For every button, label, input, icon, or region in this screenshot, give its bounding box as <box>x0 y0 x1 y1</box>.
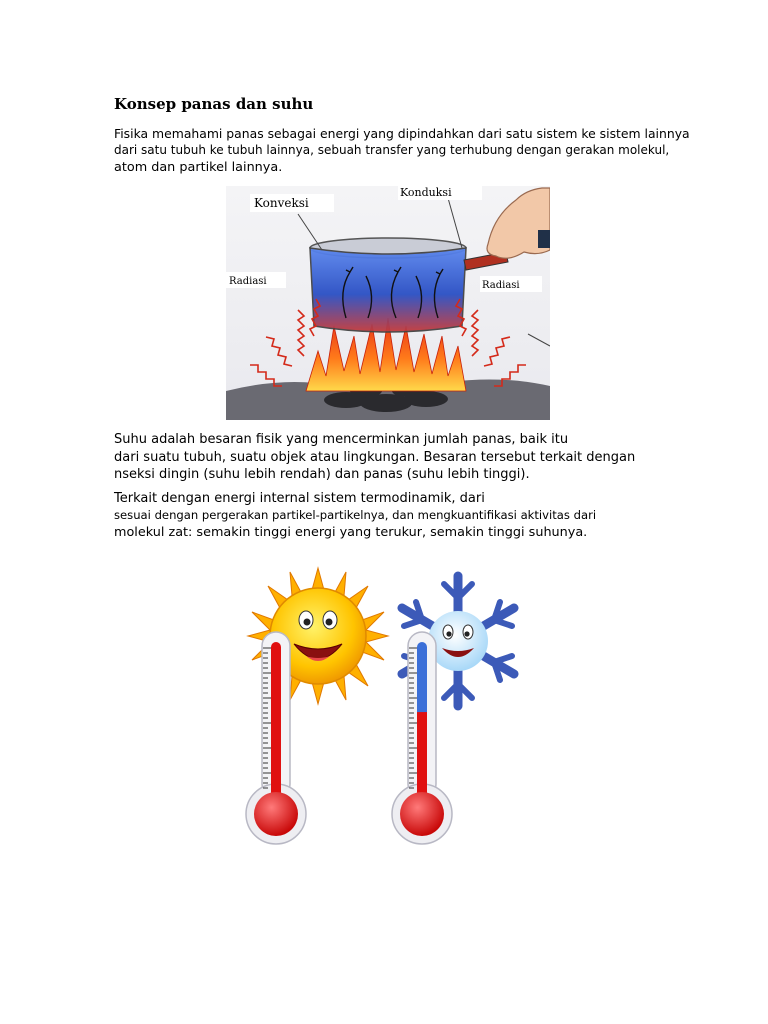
page-title: Konsep panas dan suhu <box>114 95 314 113</box>
label-radiasi-right: Radiasi <box>482 280 520 291</box>
text-line: molekul zat: semakin tinggi energi yang terukur, semakin tinggi suhunya. <box>114 525 588 540</box>
paragraph-temperature-definition <box>114 431 635 484</box>
text-line: nseksi dingin (suhu lebih rendah) dan panas (suhu lebih tinggi). <box>114 467 530 482</box>
text-line: dari satu tubuh ke tubuh lainnya, sebuah transfer yang terhubung dengan gerakan molekul, <box>114 143 670 157</box>
snowflake-face <box>428 611 488 671</box>
text-line: Terkait dengan energi internal sistem termodinamik, dari <box>114 491 485 506</box>
text-line: dari suatu tubuh, suatu objek atau lingkungan. Besaran tersebut terkait dengan <box>114 449 636 465</box>
label-radiasi-left: Radiasi <box>229 276 267 287</box>
thermometer-mercury <box>417 712 427 798</box>
text-line: atom dan partikel lainnya. <box>114 160 283 175</box>
paragraph-heat-definition <box>114 125 690 176</box>
thermometer-bulb <box>400 792 444 836</box>
thermometer-bulb <box>254 792 298 836</box>
heat-transfer-figure <box>226 186 550 420</box>
text-line: sesuai dengan pergerakan partikel-partikelnya, dan mengkuantifikasi aktivitas dari <box>114 508 597 522</box>
thermometers-figure <box>226 556 546 866</box>
text-line: Suhu adalah besaran fisik yang mencerminkan jumlah panas, baik itu <box>114 432 569 447</box>
label-konveksi: Konveksi <box>254 196 309 210</box>
label-konduksi: Konduksi <box>400 186 452 199</box>
paragraph-internal-energy <box>114 491 596 541</box>
text-line: Fisika memahami panas sebagai energi yang dipindahkan dari satu sistem ke sistem lainnya <box>114 126 690 141</box>
thermometer-mercury <box>271 660 281 798</box>
